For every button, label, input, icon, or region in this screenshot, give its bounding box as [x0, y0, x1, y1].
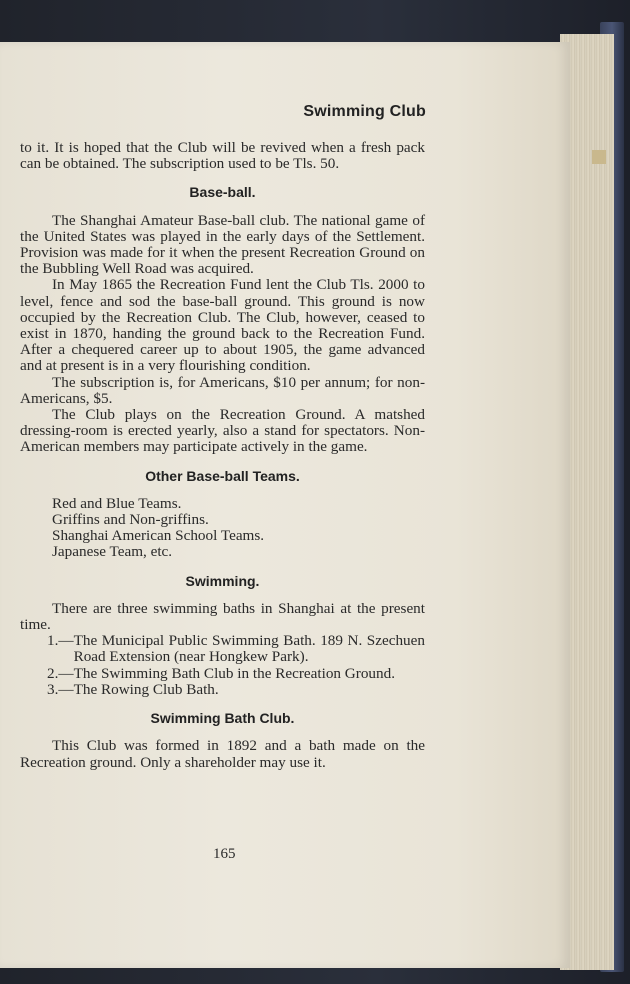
running-title: Swimming Club — [303, 103, 426, 120]
baseball-paragraph-2: In May 1865 the Recreation Fund lent the Club Tls. 2000 to level, fence and sod the base-ball ground. This ground is now occupied by the Recreation Club. The Club, however, ceased to exist in 1870, handing the ground back to the Recreation Fund. After a chequered career up to about 1905, the game advanced and at present is in a very flourishing condition. — [20, 276, 425, 375]
list-number: 2.— — [47, 664, 74, 682]
list-item: Shanghai American School Teams. — [52, 527, 265, 545]
list-number: 1.— — [47, 632, 74, 650]
list-item — [20, 633, 425, 665]
baseball-heading: Base-ball. — [189, 184, 256, 201]
swimming-paragraph: There are three swimming baths in Shanghai at the present time. — [20, 599, 425, 634]
list-number: 3.— — [47, 680, 74, 698]
page-body — [20, 140, 425, 771]
list-item: Red and Blue Teams. — [52, 494, 182, 512]
list-item — [20, 666, 425, 682]
list-text: The Municipal Public Swimming Bath. 189 N. Szechuen Road Extension (near Hongkew Park). — [73, 632, 425, 666]
other-teams-list — [20, 496, 425, 561]
bath-club-heading: Swimming Bath Club. — [150, 710, 295, 727]
list-text: The Rowing Club Bath. — [73, 680, 219, 698]
list-item: Japanese Team, etc. — [52, 543, 173, 561]
list-text: The Swimming Bath Club in the Recreation Ground. — [73, 664, 395, 682]
swimming-heading: Swimming. — [185, 572, 260, 589]
page-number: 165 — [213, 846, 236, 862]
baseball-paragraph-4: The Club plays on the Recreation Ground. A matshed dressing-room is erected yearly, also a stand for spectators. Non-American members may participate actively in the game. — [20, 406, 425, 456]
list-item — [20, 682, 425, 698]
intro-paragraph: to it. It is hoped that the Club will be revived when a fresh pack can be obtained. The subscription used to be Tls. 50. — [20, 139, 425, 173]
baseball-paragraph-3: The subscription is, for Americans, $10 per annum; for non-Americans, $5. — [20, 373, 425, 407]
list-item: Griffins and Non-griffins. — [52, 511, 209, 529]
other-teams-heading: Other Base-ball Teams. — [145, 467, 300, 484]
bath-club-paragraph: This Club was formed in 1892 and a bath made on the Recreation ground. Only a shareholder may use it. — [20, 737, 425, 771]
baseball-paragraph-1: The Shanghai Amateur Base-ball club. The national game of the United States was played in the early days of the Settlement. Provision was made for it when the present Recreation Ground on the Bubbling Well Road was acquired. — [20, 211, 425, 278]
bookmark-tab — [592, 150, 606, 164]
